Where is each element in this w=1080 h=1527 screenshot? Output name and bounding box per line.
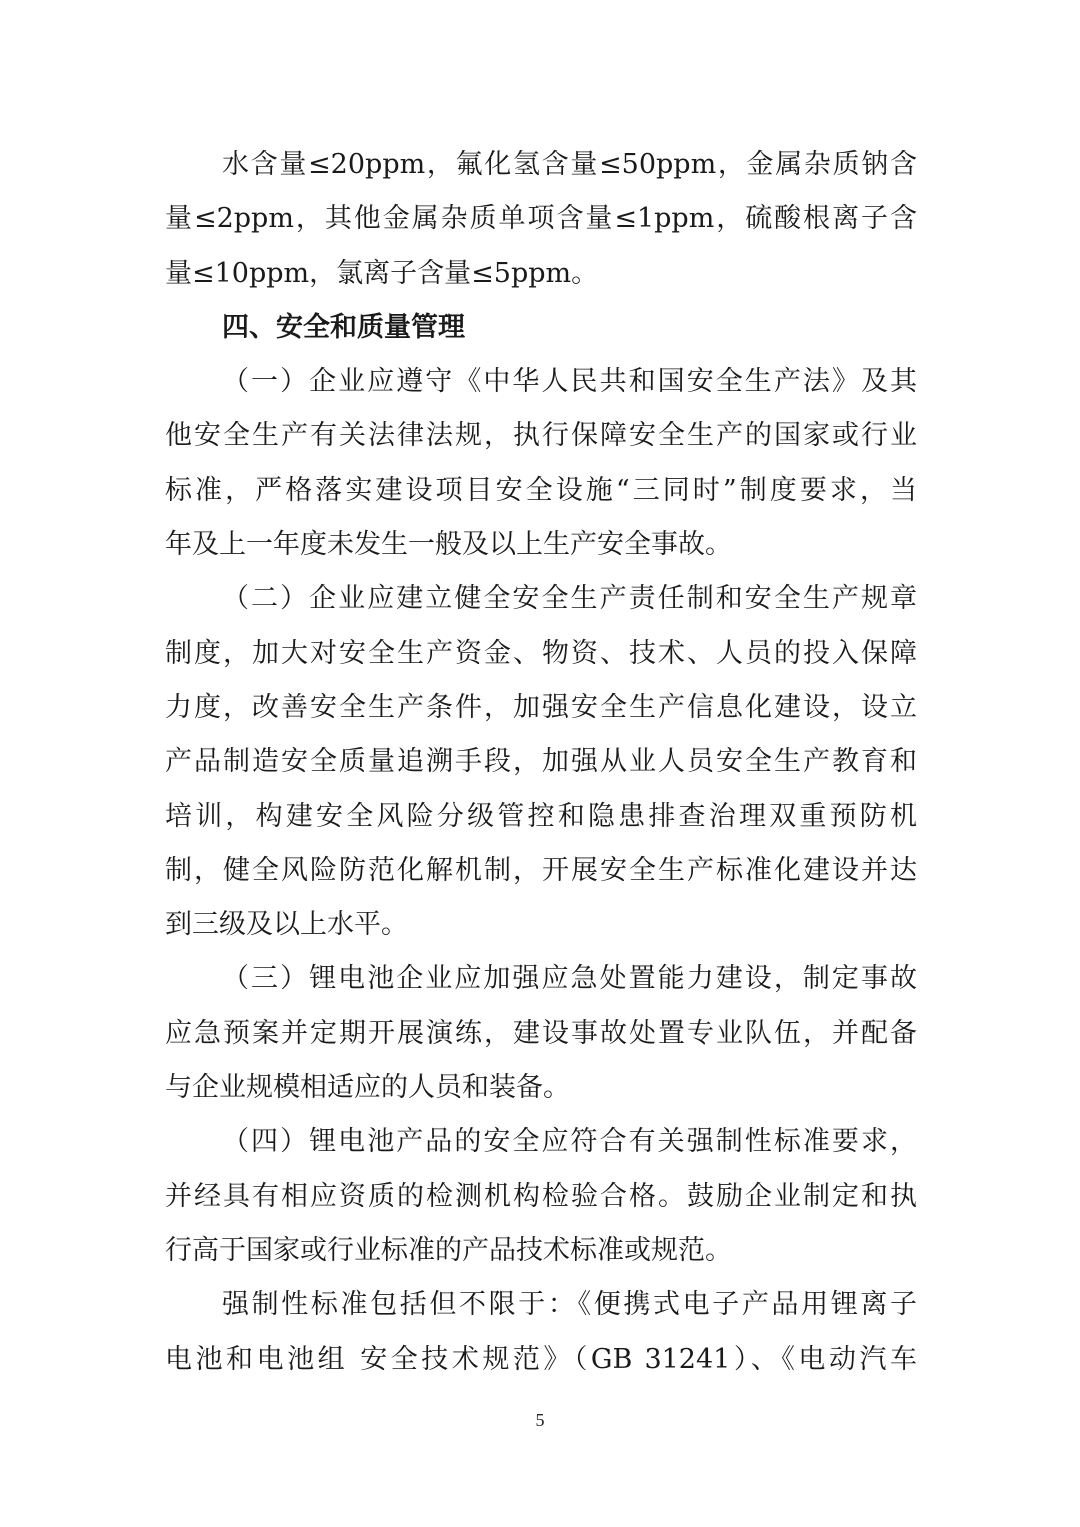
text-line: 他安全生产有关法律法规，执行保障安全生产的国家或行业 (165, 420, 917, 452)
text-line: 并经具有相应资质的检测机构检验合格。鼓励企业制定和执 (165, 1180, 917, 1212)
text-line: （四）锂电池产品的安全应符合有关强制性标准要求， (222, 1126, 917, 1158)
text-line: 行高于国家或行业标准的产品技术标准或规范。 (165, 1234, 732, 1266)
text-line: 强制性标准包括但不限于：《便携式电子产品用锂离子 (222, 1289, 917, 1321)
text-line: 量≤2ppm，其他金属杂质单项含量≤1ppm，硫酸根离子含 (165, 203, 917, 235)
text-line: 培训，构建安全风险分级管控和隐患排查治理双重预防机 (165, 800, 917, 832)
text-line: 量≤10ppm，氯离子含量≤5ppm。 (165, 257, 599, 289)
text-line: 应急预案并定期开展演练，建设事故处置专业队伍，并配备 (165, 1017, 917, 1049)
text-line: 产品制造安全质量追溯手段，加强从业人员安全生产教育和 (165, 746, 917, 778)
document-body (165, 138, 917, 1387)
text-line: （一）企业应遵守《中华人民共和国安全生产法》及其 (222, 366, 917, 398)
text-line: 力度，改善安全生产条件，加强安全生产信息化建设，设立 (165, 691, 917, 723)
text-line: 到三级及以上水平。 (165, 909, 408, 941)
text-line: 制，健全风险防范化解机制，开展安全生产标准化建设并达 (165, 854, 917, 886)
text-line: 电池和电池组 安全技术规范》（GB 31241）、《电动汽车 (165, 1343, 917, 1375)
text-line: 制度，加大对安全生产资金、物资、技术、人员的投入保障 (165, 637, 917, 669)
page-number: 5 (535, 1410, 545, 1430)
text-line: 水含量≤20ppm，氟化氢含量≤50ppm，金属杂质钠含 (222, 149, 917, 180)
text-line: （二）企业应建立健全安全生产责任制和安全生产规章 (222, 583, 917, 615)
text-line: （三）锂电池企业应加强应急处置能力建设，制定事故 (222, 963, 917, 995)
section-heading: 四、安全和质量管理 (222, 311, 465, 343)
text-line: 标准，严格落实建设项目安全设施“三同时”制度要求，当 (165, 474, 917, 506)
text-line: 与企业规模相适应的人员和装备。 (165, 1072, 570, 1104)
text-line: 年及上一年度未发生一般及以上生产安全事故。 (165, 529, 732, 561)
